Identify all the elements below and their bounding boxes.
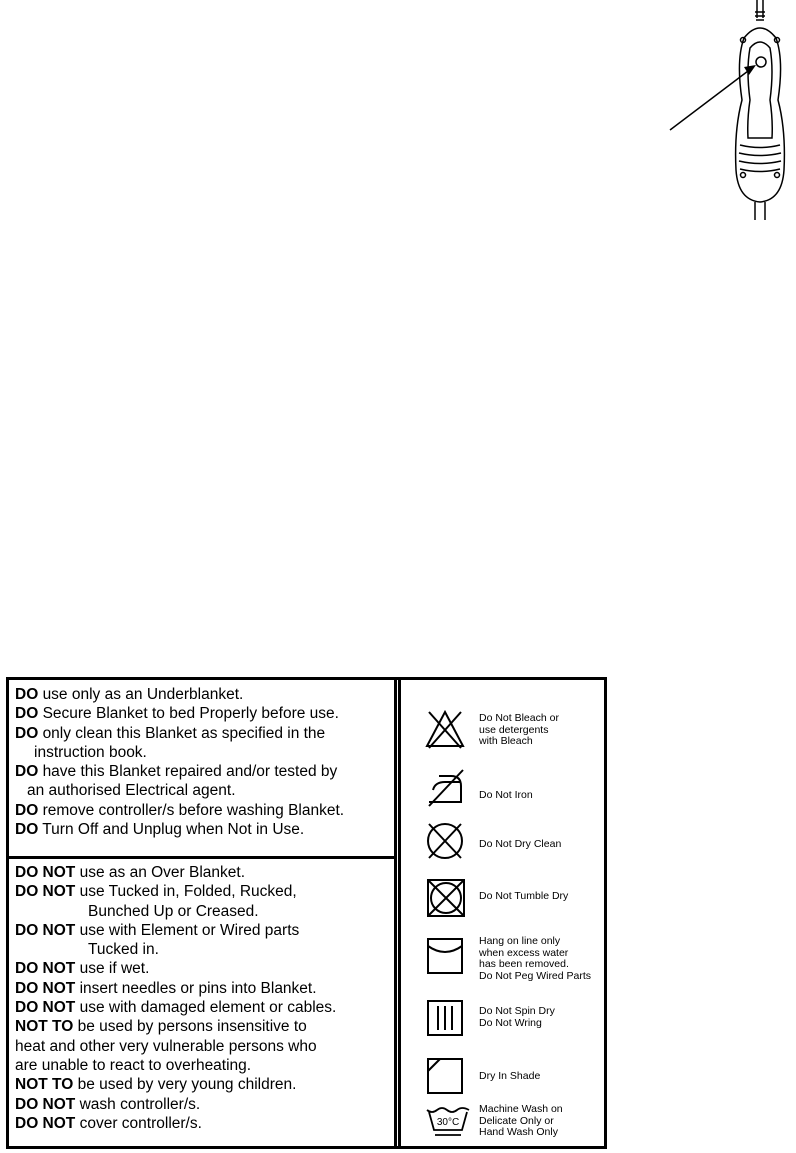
care-label xyxy=(6,677,607,1149)
rule-text: use Tucked in, Folded, Rucked, xyxy=(79,883,297,901)
care-symbols-panel xyxy=(401,680,604,1146)
rule-text: wash controller/s. xyxy=(79,1095,201,1113)
care-text: Dry In Shade xyxy=(479,1070,541,1082)
rule-prefix: DO xyxy=(15,763,39,781)
rule-prefix: DO NOT xyxy=(15,1095,76,1113)
care-text: Do Not Bleach or use detergents with Bleach xyxy=(479,712,559,747)
care-text: Do Not Tumble Dry xyxy=(479,890,569,902)
rule-line xyxy=(15,820,344,839)
rule-text: insert needles or pins into Blanket. xyxy=(79,979,317,997)
rule-line xyxy=(15,940,336,959)
rule-line xyxy=(15,781,344,800)
no-dry-clean-icon xyxy=(425,820,465,862)
rule-text: use only as an Underblanket. xyxy=(42,686,244,703)
machine-wash-30-icon xyxy=(425,1104,473,1140)
rule-prefix: DO NOT xyxy=(15,921,76,939)
care-text: Do Not Dry Clean xyxy=(479,838,562,850)
rule-prefix: DO NOT xyxy=(15,883,76,901)
do-not-rules-list xyxy=(15,863,336,1133)
rule-text: use with damaged element or cables. xyxy=(79,999,337,1017)
rule-text: be used by persons insensitive to xyxy=(77,1018,307,1036)
rule-text: remove controller/s before washing Blanket. xyxy=(42,801,345,819)
rule-text: be used by very young children. xyxy=(77,1076,297,1094)
rule-line xyxy=(15,685,344,704)
rule-prefix: DO xyxy=(15,686,39,703)
rule-text: have this Blanket repaired and/or tested by xyxy=(42,763,338,781)
rule-line xyxy=(15,704,344,723)
rule-text: Bunched Up or Creased. xyxy=(88,902,259,920)
rule-line xyxy=(15,979,336,998)
rule-text: an authorised Electrical agent. xyxy=(27,782,236,800)
rule-line xyxy=(15,743,344,762)
rule-text: Tucked in. xyxy=(88,941,159,959)
rule-prefix: DO xyxy=(15,724,39,742)
rule-line xyxy=(15,1095,336,1114)
rule-text: heat and other very vulnerable persons who xyxy=(15,1037,317,1055)
care-text: Machine Wash on Delicate Only or Hand Wash Only xyxy=(479,1103,563,1138)
rule-text: Secure Blanket to bed Properly before use. xyxy=(42,705,339,723)
rule-line xyxy=(15,801,344,820)
rule-line xyxy=(15,863,336,882)
rule-line xyxy=(15,882,336,901)
rule-text: instruction book. xyxy=(34,743,147,761)
line-dry-icon xyxy=(425,936,465,976)
do-rules-list xyxy=(15,685,344,839)
rule-text: only clean this Blanket as specified in the xyxy=(42,724,326,742)
svg-text:30°C: 30°C xyxy=(436,1117,460,1128)
care-text: Do Not Iron xyxy=(479,789,533,801)
rule-line xyxy=(15,959,336,978)
rule-text: use with Element or Wired parts xyxy=(79,921,300,939)
rule-line xyxy=(15,902,336,921)
no-tumble-dry-icon xyxy=(425,876,467,920)
no-bleach-icon xyxy=(425,708,465,750)
rule-prefix: DO xyxy=(15,821,39,839)
controller-illustration xyxy=(660,0,796,220)
rule-prefix: DO xyxy=(15,705,39,723)
rule-prefix: DO NOT xyxy=(15,979,76,997)
care-text: Do Not Spin Dry Do Not Wring xyxy=(479,1005,555,1029)
rule-prefix: NOT TO xyxy=(15,1018,74,1036)
rule-text: use if wet. xyxy=(79,960,150,978)
rule-prefix: DO NOT xyxy=(15,864,76,881)
rule-line xyxy=(15,1075,336,1094)
rule-line xyxy=(15,1037,336,1056)
rule-prefix: NOT TO xyxy=(15,1076,74,1094)
rule-line xyxy=(15,998,336,1017)
rule-line xyxy=(15,1017,336,1036)
rule-prefix: DO xyxy=(15,801,39,819)
rule-text: are unable to react to overheating. xyxy=(15,1056,252,1074)
column-divider xyxy=(394,680,401,1146)
no-spin-dry-icon xyxy=(425,998,465,1038)
rule-line xyxy=(15,724,344,743)
rule-line xyxy=(15,921,336,940)
row-divider xyxy=(9,856,394,859)
rule-prefix: DO NOT xyxy=(15,960,76,978)
rule-prefix: DO NOT xyxy=(15,999,76,1017)
rule-prefix: DO NOT xyxy=(15,1114,76,1132)
rule-line xyxy=(15,1056,336,1075)
rule-line xyxy=(15,762,344,781)
rule-line xyxy=(15,1114,336,1133)
rule-text: use as an Over Blanket. xyxy=(79,864,246,881)
rule-text: cover controller/s. xyxy=(79,1114,202,1132)
care-text: Hang on line only when excess water has been removed. Do Not Peg Wired Parts xyxy=(479,935,592,982)
no-iron-icon xyxy=(425,768,465,808)
dry-in-shade-icon xyxy=(425,1056,465,1096)
rule-text: Turn Off and Unplug when Not in Use. xyxy=(42,821,305,839)
